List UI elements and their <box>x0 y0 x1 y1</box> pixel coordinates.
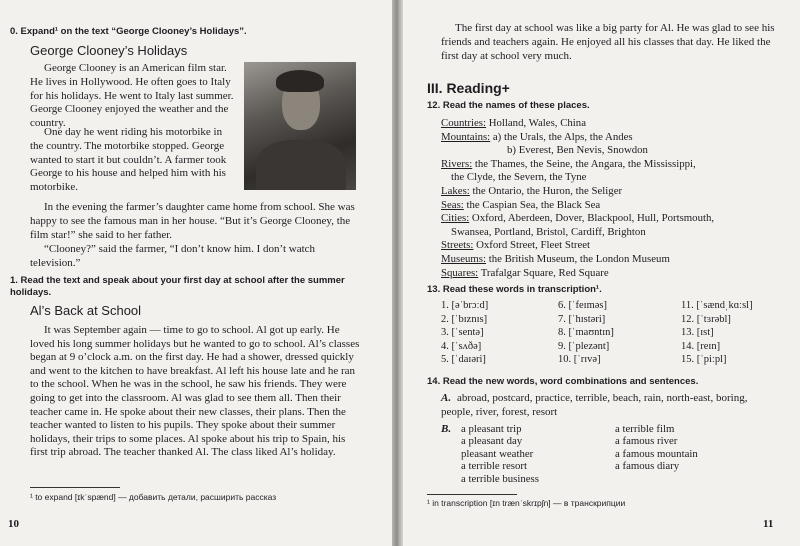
word-combination: a pleasant day <box>461 435 523 448</box>
exercise-0-instruction: 0. Expand¹ on the text “George Clooney’s Holidays”. <box>10 26 247 37</box>
place-category: Streets: <box>441 239 474 252</box>
place-names: Holland, Wales, China <box>486 117 586 129</box>
story-title-als-back: Al’s Back at School <box>30 303 142 318</box>
transcription-item: 14. [reɪn] <box>681 340 721 352</box>
exercise-13-instruction: 13. Read these words in transcription¹. <box>427 284 602 295</box>
word-combination: pleasant weather <box>461 447 534 460</box>
transcription-item: 8. [ˈmaʊntɪn] <box>558 327 614 338</box>
story1-paragraph-3: In the evening the farmer’s daughter came home from school. She was happy to see the famous man in her house. “But it’s George Clooney, the film star!” she said to her father. <box>30 201 355 241</box>
place-names: the Caspian Sea, the Black Sea <box>463 198 601 211</box>
place-names: the Thames, the Seine, the Angara, the Mississippi, <box>472 157 696 170</box>
place-category: Cities: <box>441 212 470 225</box>
transcription-item: 15. [ˈpiːpl] <box>681 354 727 365</box>
section-title-reading: III. Reading+ <box>427 80 510 96</box>
footnote-rule <box>30 487 120 488</box>
word-combination: a terrible film <box>615 423 675 435</box>
place-row <box>451 171 586 183</box>
transcription-item: 1. [əˈbrɔːd] <box>441 300 489 311</box>
transcription-item: 11. [ˈsændˌkɑːsl] <box>681 300 753 311</box>
george-clooney-photo <box>244 62 356 190</box>
place-names: the British Museum, the London Museum <box>486 253 670 265</box>
word-combination: a famous diary <box>615 460 680 473</box>
place-category: Countries: <box>441 117 486 129</box>
footnote-rule-right <box>427 494 517 495</box>
story2-continuation: The first day at school was like a big party for Al. He was glad to see his friends and teachers again. He enjoyed all his classes that day. He liked the first day at school very much. <box>441 22 775 62</box>
place-row <box>441 185 622 197</box>
transcription-item: 5. [ˈdaɪəri] <box>441 354 486 365</box>
place-names: Oxford Street, Fleet Street <box>473 239 591 252</box>
place-row <box>441 267 609 279</box>
place-category: Rivers: <box>441 157 473 170</box>
place-row <box>441 253 670 265</box>
place-names: the Ontario, the Huron, the Seliger <box>469 185 623 197</box>
story1-paragraph-1: George Clooney is an American film star. He lives in Hollywood. He often goes to Italy for his holidays. He went to Italy last summer. George Clooney enjoyed the weather and the country. <box>30 62 234 130</box>
transcription-item: 10. [ˈrɪvə] <box>558 354 601 365</box>
transcription-item: 4. [ˈsʌðə] <box>441 340 482 352</box>
place-row <box>441 131 633 143</box>
place-names: Swansea, Portland, Bristol, Cardiff, Brighton <box>451 225 646 238</box>
place-names: the Clyde, the Severn, the Tyne <box>451 171 587 184</box>
place-row <box>441 199 600 211</box>
exercise-12-instruction: 12. Read the names of these places. <box>427 100 590 111</box>
place-category: Lakes: <box>441 185 470 197</box>
place-names: a) the Urals, the Alps, the Andes <box>490 130 633 143</box>
place-category: Squares: <box>441 266 479 279</box>
transcription-item: 7. [ˈhɪstəri] <box>558 313 606 325</box>
story1-paragraph-4: “Clooney?” said the farmer, “I don’t know him. I don’t watch television.” <box>30 243 316 269</box>
place-row <box>451 226 646 238</box>
place-names: Trafalgar Square, Red Square <box>478 266 609 279</box>
word-combination: a pleasant trip <box>461 423 522 435</box>
place-category: Seas: <box>441 198 464 211</box>
footnote-transcription: ¹ in transcription [ɪn trænˈskrɪpʃn] — в транскрипции <box>427 498 626 508</box>
place-row <box>441 117 586 129</box>
exercise-14-a-words: abroad, postcard, practice, terrible, beach, rain, north-east, boring, people, river, forest, resort <box>441 392 748 418</box>
place-names: b) Everest, Ben Nevis, Snowdon <box>507 144 648 157</box>
transcription-item: 13. [ɪst] <box>681 327 714 338</box>
footnote-expand: ¹ to expand [ɪkˈspænd] — добавить детали, расширить рассказ <box>30 492 277 502</box>
word-combination: a famous mountain <box>615 447 698 460</box>
transcription-item: 2. [ˈbɪznɪs] <box>441 313 488 325</box>
place-row <box>441 158 696 170</box>
story-title-george-clooney: George Clooney’s Holidays <box>30 43 188 58</box>
place-names: Oxford, Aberdeen, Dover, Blackpool, Hull, Portsmouth, <box>469 212 715 225</box>
right-page <box>403 0 800 546</box>
exercise-1-instruction: 1. Read the text and speak about your first day at school after the summer holidays. <box>10 275 345 298</box>
word-combination: a terrible resort <box>461 460 527 473</box>
word-combination: a famous river <box>615 435 678 448</box>
story2-text: It was September again — time to go to school. Al got up early. He loved his long summer holidays but he wanted to go to school. Al’s classes began at 9 o’clock a.m. on the first day. He had a shower, dressed quickly and went to the kitchen to have breakfast. Al left his house late and he ran to the school. When he was in the school, he saw his friends. They were going to get into the classroom. Al was glad to see them all. Then their teacher came in. He spoke about their new classes, their plans. Then the teacher wanted to listen to his pupils. They spoke about their summer holidays, their trips to some places. Al spoke about his trip to Spain, his first trip abroad. The teacher thanked Al. The class liked Al’s holiday. <box>30 324 360 459</box>
place-row <box>441 239 590 251</box>
exercise-14-instruction: 14. Read the new words, word combinations and sentences. <box>427 376 699 387</box>
transcription-item: 6. [ˈfeɪməs] <box>558 300 607 311</box>
place-row <box>441 212 714 224</box>
transcription-item: 12. [ˈtɜrəbl] <box>681 313 731 325</box>
place-category: Mountains: <box>441 130 491 143</box>
place-category: Museums: <box>441 253 486 265</box>
transcription-item: 9. [ˈplezənt] <box>558 340 610 352</box>
story1-paragraph-2: One day he went riding his motorbike in the country. The motorbike stopped. George wanted to start it but couldn’t. A farmer took George to his house and helped him with his motorbike. <box>30 126 227 194</box>
book-gutter <box>392 0 403 546</box>
left-page <box>0 0 392 546</box>
exercise-14-a-letter: A. <box>441 392 452 404</box>
transcription-item: 3. [ˈsentə] <box>441 327 484 338</box>
page-number-left: 10 <box>8 518 19 530</box>
exercise-14-b-letter: B. <box>441 423 452 435</box>
place-row <box>507 144 648 156</box>
page-number-right: 11 <box>763 518 774 530</box>
word-combination: a terrible business <box>461 472 539 485</box>
